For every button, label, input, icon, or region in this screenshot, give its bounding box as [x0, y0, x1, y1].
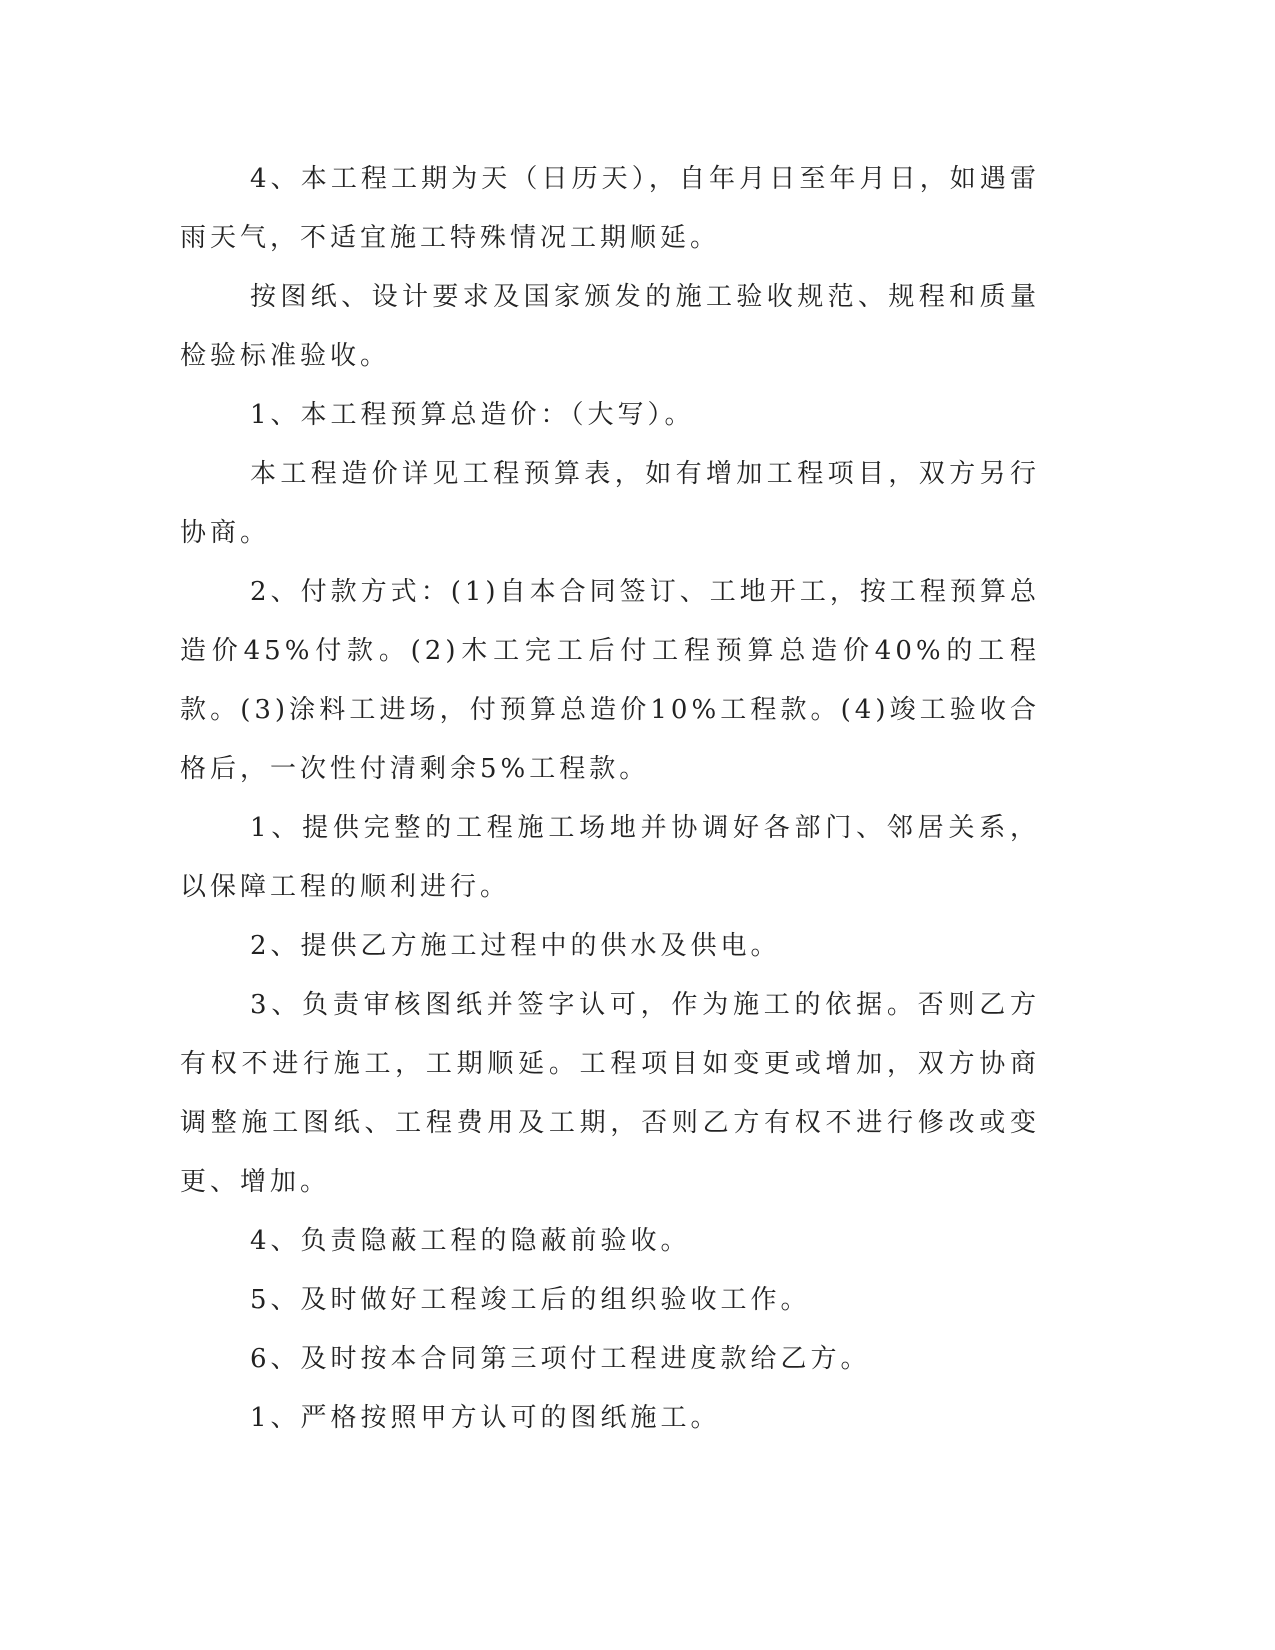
- paragraph-acceptance-standard: 按图纸、设计要求及国家颁发的施工验收规范、规程和质量检验标准验收。: [180, 282, 1040, 371]
- document-body: [180, 150, 1040, 1448]
- paragraph-payment-terms: 2、付款方式：(1)自本合同签订、工地开工，按工程预算总造价45%付款。(2)木工完工后付工程预算总造价40%的工程款。(3)涂料工进场，付预算总造价10%工程款。(4)竣工验收合格后，一次性付清剩余5%工程款。: [180, 577, 1040, 784]
- paragraph-party-a-final-acceptance: 5、及时做好工程竣工后的组织验收工作。: [250, 1285, 811, 1315]
- paragraph-party-a-concealed-works: 4、负责隐蔽工程的隐蔽前验收。: [250, 1226, 691, 1256]
- paragraph-cost-details: 本工程造价详见工程预算表，如有增加工程项目，双方另行协商。: [180, 459, 1040, 548]
- paragraph-party-a-utilities: 2、提供乙方施工过程中的供水及供电。: [250, 931, 781, 961]
- paragraph-construction-period: 4、本工程工期为天（日历天），自年月日至年月日，如遇雷雨天气，不适宜施工特殊情况工期顺延。: [180, 164, 1040, 253]
- paragraph-party-a-drawings: 3、负责审核图纸并签字认可，作为施工的依据。否则乙方有权不进行施工，工期顺延。工程项目如变更或增加，双方协商调整施工图纸、工程费用及工期，否则乙方有权不进行修改或变更、增加。: [180, 990, 1040, 1197]
- paragraph-total-budget: 1、本工程预算总造价：（大写）。: [250, 400, 695, 430]
- paragraph-party-a-site: 1、提供完整的工程施工场地并协调好各部门、邻居关系，以保障工程的顺利进行。: [180, 813, 1040, 902]
- paragraph-party-b-drawings: 1、严格按照甲方认可的图纸施工。: [250, 1403, 721, 1433]
- paragraph-party-a-progress-payment: 6、及时按本合同第三项付工程进度款给乙方。: [250, 1344, 871, 1374]
